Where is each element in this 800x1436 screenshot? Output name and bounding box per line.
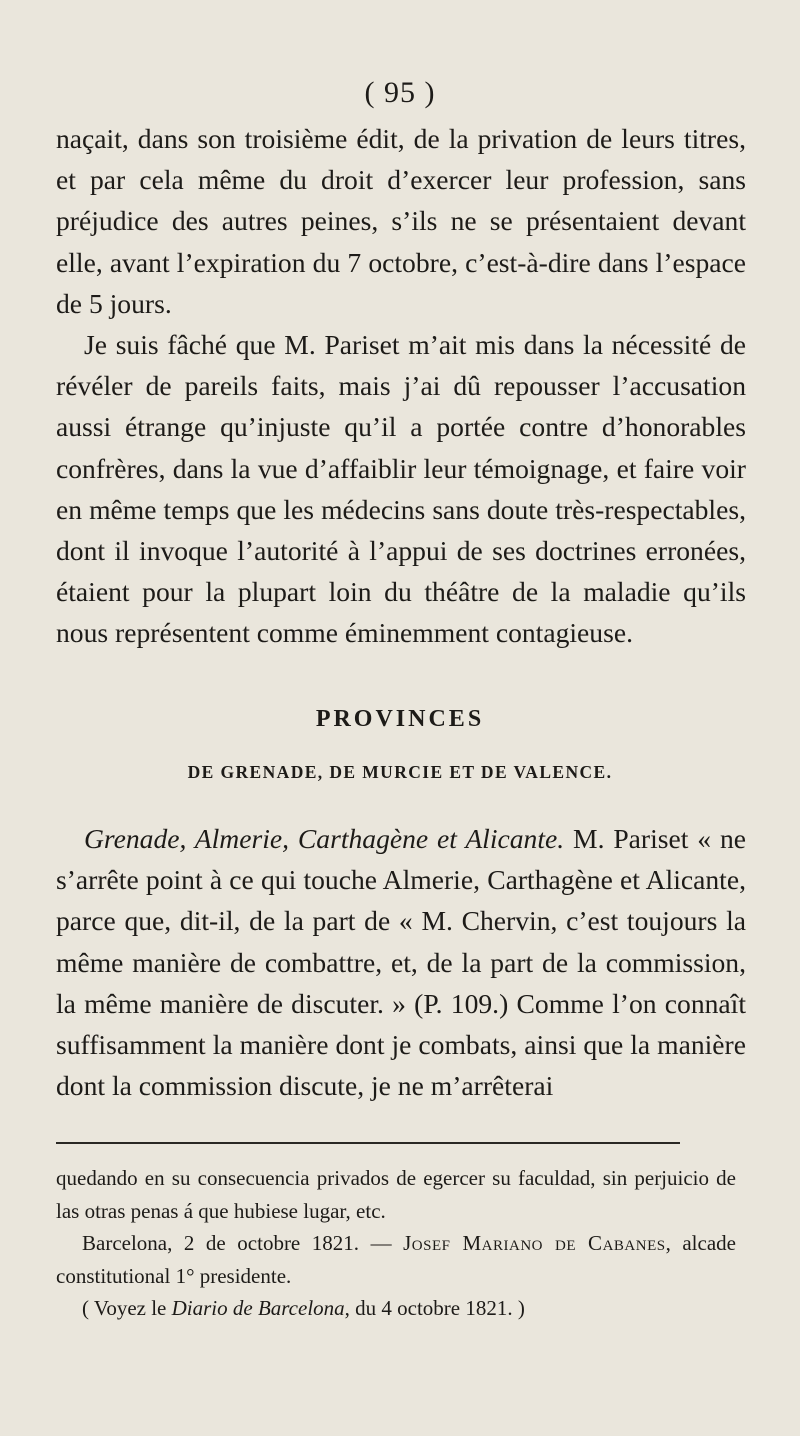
footnote-signatory: Josef Mariano de Cabanes	[403, 1231, 666, 1255]
footnote-date: Barcelona, 2 de octobre 1821. —	[82, 1231, 404, 1255]
section-text-block	[56, 818, 746, 1106]
main-text-block	[56, 118, 746, 654]
footnote-source-title: Diario de Barcelona	[171, 1296, 345, 1320]
footnote-title: , alcade constitutional 1° presidente.	[56, 1231, 736, 1288]
page-number: ( 95 )	[364, 76, 436, 109]
footnote-divider	[56, 1142, 680, 1144]
italic-place-names: Grenade, Almerie, Carthagène et Alicante.	[84, 823, 565, 854]
footnote-block	[56, 1162, 736, 1325]
section-heading: PROVINCES	[315, 706, 485, 732]
section-subheading: DE GRENADE, DE MURCIE ET DE VALENCE.	[187, 762, 613, 782]
paragraph-grenade-text: M. Pariset « ne s’arrête point à ce qui touche Almerie, Carthagène et Alicante, parce que, dit-il, de la part de « M. Chervin, c’est toujours la même manière de combattre, et, de la part de la commission, la même manière de discuter. » (P. 109.) Comme l’on connaît suffisamment la manière dont je combats, ainsi que la manière dont la commission discute, je ne m’arrêterai	[56, 823, 746, 1102]
footnote-source-open: ( Voyez le	[82, 1296, 172, 1320]
footnote-spanish-text: quedando en su consecuencia privados de egercer su faculdad, sin perjuicio de las otras penas á que hubiese lugar, etc.	[56, 1166, 736, 1223]
footnote-signature-line	[56, 1227, 736, 1292]
paragraph-continuation: naçait, dans son troisième édit, de la privation de leurs titres, et par cela même du droit d’exercer leur profession, sans préjudice des autres peines, s’ils ne se présentaient devant elle, avant l’expiration du 7 octobre, c’est-à-dire dans l’espace de 5 jours.	[56, 123, 746, 319]
paragraph-grenade	[56, 818, 746, 1106]
footnote-source-line	[56, 1292, 736, 1325]
paragraph-pariset: Je suis fâché que M. Pariset m’ait mis dans la nécessité de révéler de pareils faits, mais j’ai dû repousser l’accusation aussi étrange qu’injuste qu’il a portée contre d’honorables confrères, dans la vue d’affaiblir leur témoignage, et faire voir en même temps que les médecins sans doute très-respectables, dont il invoque l’autorité à l’appui de ses doctrines erronées, étaient pour la plupart loin du théâtre de la maladie qu’ils nous représentent comme éminemment contagieuse.	[56, 329, 746, 649]
footnote-source-close: , du 4 octobre 1821. )	[344, 1296, 525, 1320]
